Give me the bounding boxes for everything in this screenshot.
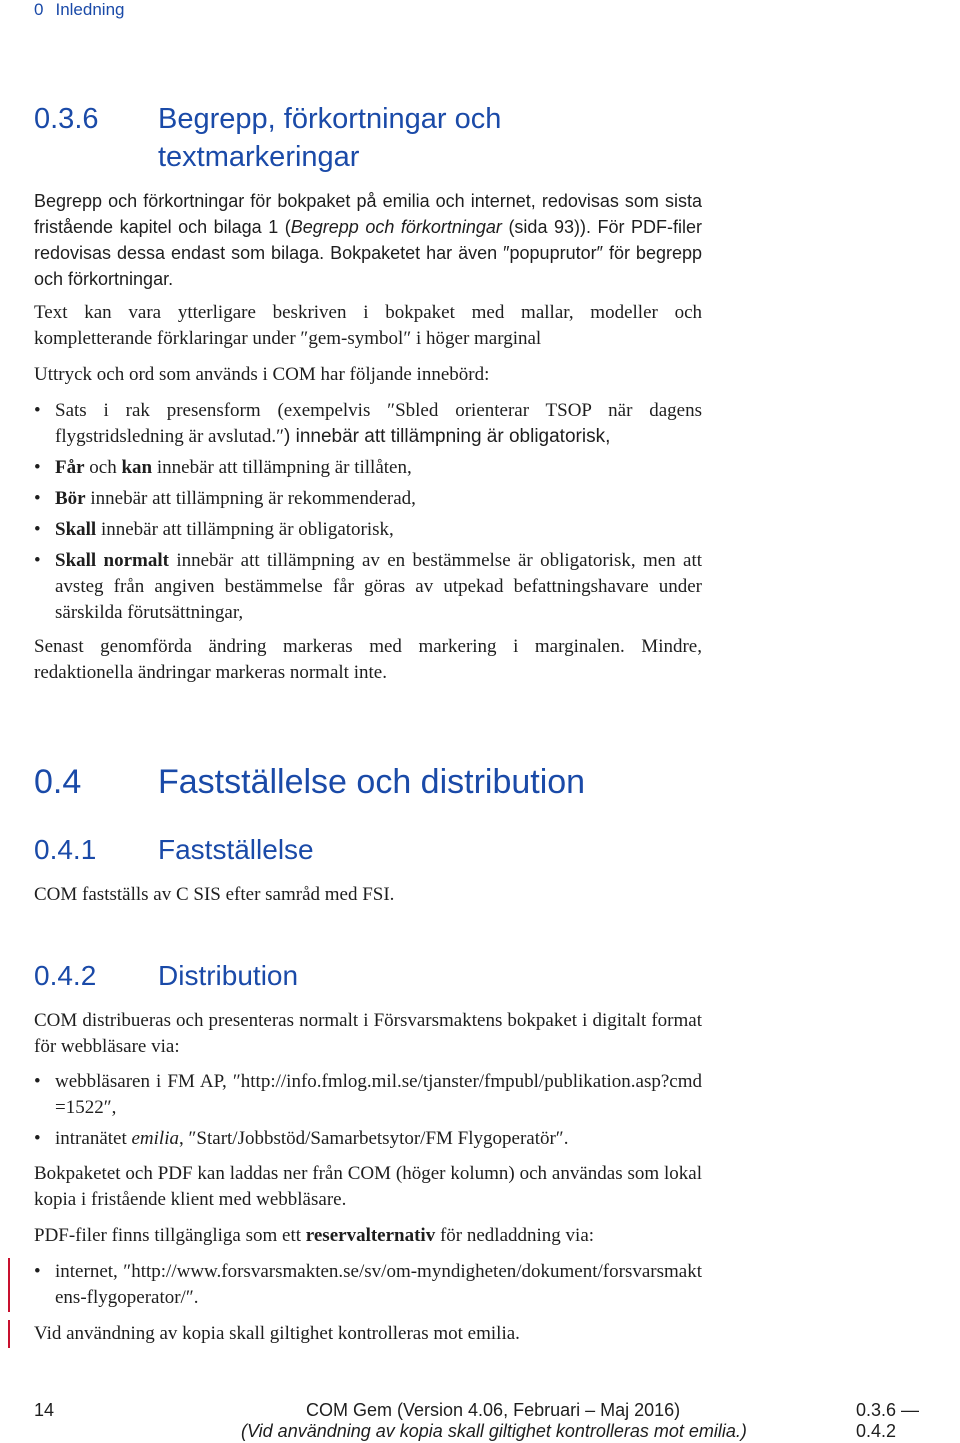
distribution-list [34,1069,702,1157]
link-begrepp[interactable]: Begrepp och förkortningar [290,217,502,237]
paragraph: Vid användning av kopia skall giltighet kontrolleras mot emilia. [34,1323,520,1344]
footer-section-range: 0.3.6 — 0.4.2 [856,1400,920,1441]
list-item [34,1259,702,1311]
paragraph: PDF-filer finns tillgängliga som ett reservalternativ för nedladdning via: [34,1225,595,1246]
download-list [34,1259,702,1316]
link-fm-ap[interactable]: webbläsaren i FM AP, ″http://info.fmlog.mil.se/tjanster/fmpubl/publikation.asp?cmd=1522″, [55,1071,702,1118]
paragraph: COM fastställs av C SIS efter samråd med FSI. [34,884,395,905]
list-item: • Bör innebär att tillämpning är rekommenderad, [34,486,702,512]
paragraph: Begrepp och förkortningar för bokpaket på emilia och internet, redovisas som sista fristående kapitel och bilaga 1 (Begrepp och förkortningar (sida 93)). För PDF-filer redovisas dessa endast som bilaga. Bokpaketet har även ″popuprutor″ för begrepp och förkortningar. [34,191,703,289]
section-heading-0-3-6 [34,100,734,180]
paragraph: Bokpaketet och PDF kan laddas ner från COM (höger kolumn) och användas som lokal kopia i fristående klient med webbläsare. [34,1163,702,1210]
list-item: • Sats i rak presensform (exempelvis ″Sbled orienterar TSOP när dagens flygstridsledning är avslutad.″) innebär att tillämpning är obligatorisk, [34,398,702,450]
section-title: Begrepp, förkortningar och textmarkeringar [158,103,502,173]
link-forsvarsmakten[interactable]: internet, ″http://www.forsvarsmakten.se/sv/om-myndigheten/dokument/forsvarsmaktens-flygoperator/″. [55,1261,702,1308]
section-heading-0-4-1 [34,833,734,869]
page-number: 14 [34,1400,55,1420]
paragraph: Uttryck och ord som används i COM har följande innebörd: [34,364,490,385]
paragraph: COM distribueras och presenteras normalt i Försvarsmaktens bokpaket i digitalt format för webbläsare via: [34,1010,702,1057]
running-header [34,0,136,20]
footer-document-version: COM Gem (Version 4.06, Februari – Maj 2016) [306,1400,681,1420]
paragraph: Senast genomförda ändring markeras med markering i marginalen. Mindre, redaktionella ändringar markeras normalt inte. [34,636,702,683]
chapter-number: 0 [34,0,44,19]
section-number: 0.3.6 [34,103,99,135]
list-item: • Skall innebär att tillämpning är obligatorisk, [34,517,702,543]
section-number: 0.4.1 [34,834,97,865]
list-item: • Får och kan innebär att tillämpning är tillåten, [34,455,702,481]
section-title: Fastställelse [158,834,314,865]
section-title: Distribution [158,960,299,991]
definition-list [34,398,702,631]
change-bar [8,1258,10,1312]
chapter-title: Inledning [55,0,125,19]
list-item: • intranätet emilia, ″Start/Jobbstöd/Samarbetsytor/FM Flygoperatör″. [34,1126,702,1152]
section-title: Fastställelse och distribution [158,763,586,801]
section-number: 0.4.2 [34,960,97,991]
section-heading-0-4-2 [34,959,734,995]
list-item: • Skall normalt innebär att tillämpning av en bestämmelse är obligatorisk, men att avsteg från angiven bestämmelse får göras av utpekad befattningshavare under särskilda förutsättningar, [34,548,702,626]
section-number: 0.4 [34,763,82,801]
footer-note: (Vid användning av kopia skall giltighet kontrolleras mot emilia.) [241,1421,747,1441]
change-bar [8,1320,10,1348]
paragraph: Text kan vara ytterligare beskriven i bokpaket med mallar, modeller och kompletterande förklaringar under ″gem-symbol″ i höger marginal [34,302,702,349]
list-item [34,1069,702,1121]
section-heading-0-4 [34,762,734,804]
